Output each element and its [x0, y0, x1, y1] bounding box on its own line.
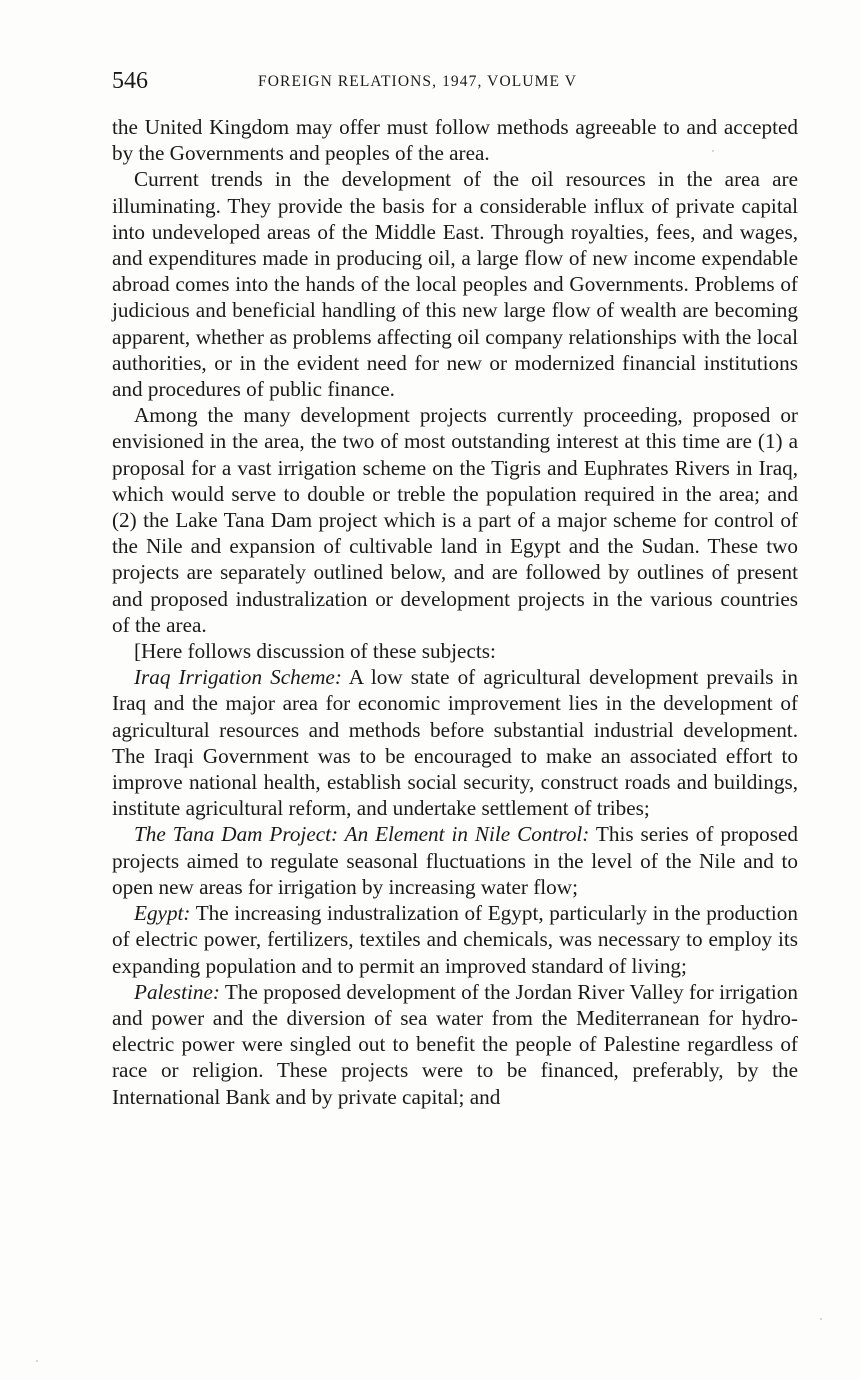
paragraph-lead: Egypt: [134, 901, 191, 926]
paragraph-text: the United Kingdom may offer must follow methods agreeable to and accepted by the Governments and peoples of the area. [112, 115, 798, 166]
paragraph-text: A low state of agricultural development prevails in Iraq and the major area for economic improvement lies in the development of agricultural resources and methods before substantial industrial development. The Iraqi Government was to be encouraged to make an associated effort to improve national health, establish social security, construct roads and buildings, institute agricultural reform, and undertake settlement of tribes; [112, 665, 798, 821]
paragraph-palestine [112, 979, 798, 1110]
paragraph-text: This series of proposed projects aimed to regulate seasonal fluctuations in the level of the Nile and to open new areas for irrigation by increasing water flow; [112, 822, 798, 899]
page-number: 546 [112, 68, 148, 94]
paragraph-tana-dam [112, 821, 798, 900]
page-header [112, 66, 798, 100]
paragraph-egypt [112, 900, 798, 979]
paragraph-text: Among the many development projects currently proceeding, proposed or envisioned in the area, the two of most outstanding interest at this time are (1) a proposal for a vast irrigation scheme on the Tigris and Euphrates Rivers in Iraq, which would serve to double or treble the population required in the area; and (2) the Lake Tana Dam project which is a part of a major scheme for control of the Nile and expansion of cultivable land in Egypt and the Sudan. These two projects are separately outlined below, and are followed by outlines of present and proposed industralization or development projects in the various countries of the area. [112, 403, 798, 637]
paragraph-iraq [112, 664, 798, 821]
paragraph-text: The proposed development of the Jordan River Valley for irrigation and power and the diversion of sea water from the Mediterranean for hydro-electric power were singled out to benefit the people of Palestine regardless of race or religion. These projects were to be financed, preferably, by the International Bank and by private capital; and [112, 979, 798, 1109]
scan-speck [36, 1360, 38, 1362]
paragraph-editorial-note [112, 638, 798, 664]
paragraph-continuation [112, 114, 798, 166]
paragraph-text: The increasing industralization of Egypt, particularly in the production of electric power, fertilizers, textiles and chemicals, was necessary to employ its expanding population and to permit an improved standard of living; [112, 901, 798, 978]
paragraph-lead: The Tana Dam Project: An Element in Nile Control: [134, 822, 590, 847]
body-text [112, 114, 798, 1110]
paragraph-text: Current trends in the development of the oil resources in the area are illuminating. They provide the basis for a considerable influx of private capital into undeveloped areas of the Middle East. Through royalties, fees, and wages, and expenditures made in producing oil, a large flow of new income expendable abroad comes into the hands of the local peoples and Governments. Problems of judicious and beneficial handling of this new large flow of wealth are becoming apparent, whether as problems affecting oil company relationships with the local authorities, or in the evident need for new or modernized financial institutions and procedures of public finance. [112, 167, 798, 402]
scan-speck [712, 150, 714, 152]
paragraph-lead: Iraq Irrigation Scheme: [134, 665, 342, 690]
paragraph-text: [Here follows discussion of these subjects: [134, 639, 496, 664]
paragraph-lead: Palestine: [134, 979, 220, 1004]
scan-speck [820, 1318, 822, 1320]
running-head: FOREIGN RELATIONS, 1947, VOLUME V [258, 73, 578, 90]
paragraph-oil-resources [112, 166, 798, 402]
paragraph-development-projects [112, 402, 798, 638]
